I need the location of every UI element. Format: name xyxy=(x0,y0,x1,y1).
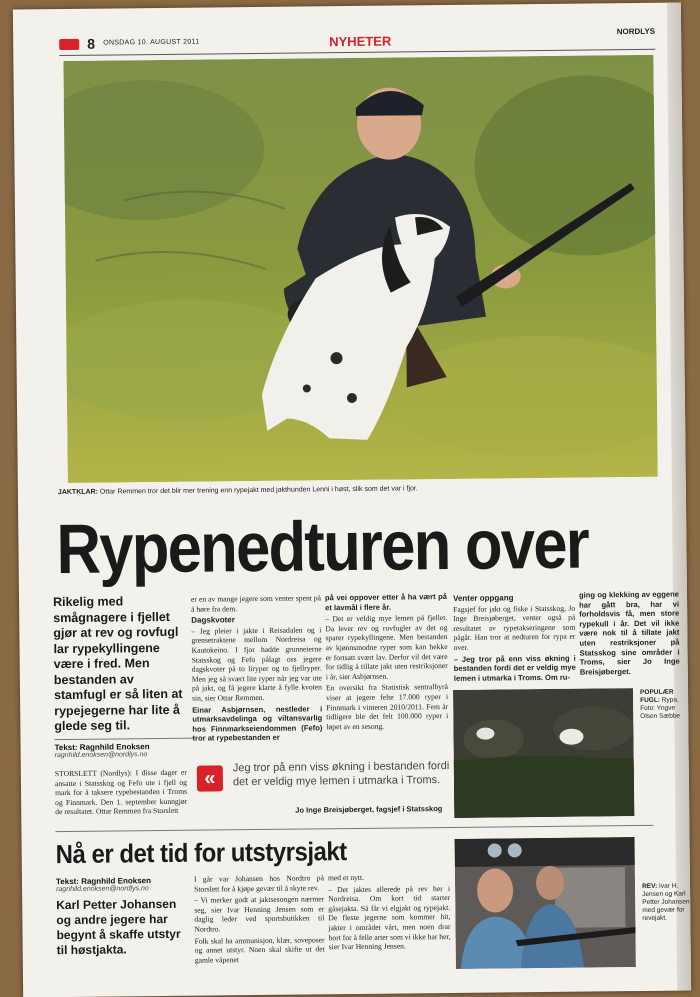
paper-logo-icon xyxy=(59,39,79,50)
secondary-headline: Nå er det tid for utstyrsjakt xyxy=(55,836,347,870)
paragraph: på vei oppover etter å ha vært på et lavmål i flere år. xyxy=(324,592,448,612)
quote-source: Jo Inge Breisjøberget, fagsjef i Statsskog xyxy=(295,804,443,815)
article2-column-1 xyxy=(194,873,325,967)
paragraph: – Det jaktes allerede på rev her i Nordreisa. Om kort tid starter gåsejakta. Så får vi elgjakt og rypejakt. De fleste jegerne som kommer hit, jakter i området vårt, men noen drar bort for å felle arter som vi ikke har her, sier Ivar Henning Jensen. xyxy=(328,883,451,952)
main-headline: Rypenedturen over xyxy=(56,504,589,589)
article2-ingress: Karl Petter Johansen og andre jegere har begynt å skaffe utstyr til høstjakta. xyxy=(56,896,181,958)
subheading: Dagskvoter xyxy=(191,615,235,625)
article-column-2 xyxy=(191,593,323,745)
paragraph: En oversikt fra Statistisk sentralbyrå viser at jegere felte 17.000 ryper i Finnmark i vinteren 2010/2011. Fem år tidligere ble det felt 100.000 ryper i løpet av en sesong. xyxy=(325,682,449,731)
article-column-5 xyxy=(579,590,680,679)
paragraph: – Det er veldig mye lemen på fjellet. Da lever rev og rovfugler av det og sparer rypekyllingene. Men bestanden av kjønnsmodne ryper som kan hekke er fortsatt svært lav. Derfor vil det være for tidlig å tillate jakt uten restriksjoner i år, sier Asbjørnsen. xyxy=(325,613,448,682)
caption-text: Ivar H. Jensen og Karl Petter Johansen med gevær for revejakt. xyxy=(642,882,690,922)
paragraph: er en av mange jegere som venter spent på å høre fra dem. xyxy=(190,593,322,614)
paragraph: – Vi merker godt at jaktsesongen nærmer seg, sier Ivar Henning Jensen som er daglig leder ved sportsbutikken til Nordtro. xyxy=(194,894,325,934)
article-byline xyxy=(54,738,194,759)
paper-name: NORDLYS xyxy=(616,26,656,37)
paragraph: ging og klekking av eggene har gått bra, har vi forholdsvis få, men store rypekull i år. Det vil ikke være nok til å tillate jakt uten restriksjoner på Statsskog sine områder i Troms, sier Jo Inge Breisjøberget. xyxy=(578,589,680,677)
caption-text: Rypa. xyxy=(661,696,679,704)
article-column-1 xyxy=(55,768,188,819)
byline-author: Tekst: Ragnhild Enoksen xyxy=(54,742,150,753)
caption-label: JAKTKLAR: xyxy=(57,488,99,497)
quote-text: Jeg tror på enn viss økning i bestanden fordi det er veldig mye lemen i utmarka i Troms. xyxy=(232,759,450,788)
paragraph: med et nytt. xyxy=(327,872,365,883)
paragraph: I går var Johansen hos Nordtro på Storslett for å kjøpe gevær til å skyte rev. xyxy=(193,873,325,894)
hunter-dog-photo xyxy=(63,55,657,483)
newspaper-page xyxy=(13,3,691,997)
photo-credit: Foto: Yngve Olsen Sæbbe xyxy=(640,704,681,720)
paragraph: – Jeg tror på enn viss økning i bestanden fordi det er veldig mye lemen i utmarka i Troms. Om ru- xyxy=(453,653,576,683)
issue-date: ONSDAG 10. AUGUST 2011 xyxy=(103,38,200,47)
page-number: 8 xyxy=(87,35,96,52)
byline-email: ragnhild.enoksen@nordlys.no xyxy=(54,751,148,760)
quote-chevron-icon: « xyxy=(197,765,223,791)
article-ingress: Rikelig med smågnagere i fjellet gjør at rev og rovfugl lar rypekyllingene være i fred. Men bestanden av stamfugl er så liten at rypejegerne har lite å glede seg til. xyxy=(52,594,183,734)
subheading: Venter oppgang xyxy=(452,593,514,603)
photo-caption-1 xyxy=(58,483,658,496)
photo-caption-2 xyxy=(640,688,690,721)
caption-text: Ottar Remmen tror det blir mer trening enn rypejakt med jakthunden Lenni i høst, slik som det var i fjor. xyxy=(99,485,418,496)
section-divider xyxy=(55,825,653,832)
paragraph: STORSLETT (Nordlys): I disse dager er ansatte i Statsskog og Fefo ute i fjell og mark for å taksere rypebestanden i Troms og Finnmark. Den 1. september kunngjør de resultatet. Ottar Remmen fra Storslett xyxy=(54,767,188,817)
ptarmigan-photo xyxy=(453,688,634,818)
page-curl xyxy=(667,3,691,991)
paragraph: – Jeg pleier i jakte i Reisadalen og i grensetraktene mellom Nordreisa og Kautokeino. I fjor hadde grunneierne Statsskog og Fefo pålagt oss jegere dagskvoter på to liryper og to fjellryper. Men jeg så svært lite ryper når jeg var ute på jakt, og få jegere klarte å fylle kvoten sin, sier Ottar Remmen. xyxy=(191,625,323,703)
section-label: NYHETER xyxy=(329,33,392,50)
article2-byline xyxy=(56,876,196,893)
paragraph: Fagsjef for jakt og fiske i Statsskog, Jo Inge Breisjøberget, venter også på resultatet av rypetakseringene som pågår. Han tror at nedturen for rypa er over. xyxy=(453,603,576,652)
paragraph: Folk skal ha ammunisjon, klær, soveposer og annet utstyr. Noen skal skifte ut det gamle våpenet xyxy=(194,934,325,965)
caption-label: POPULÆR FUGL: xyxy=(639,688,674,704)
article-column-4 xyxy=(453,591,576,686)
article2-column-2 xyxy=(328,872,451,954)
byline-email: ragnhild.enoksen@nordlys.no xyxy=(56,885,149,894)
shop-men-photo xyxy=(455,837,636,969)
caption-label: REV: xyxy=(642,882,658,890)
photo-caption-3 xyxy=(642,882,691,923)
paragraph: Einar Asbjørnsen, nestleder i utmarksavdelinga og viltansvarlig hos Finnmarkseiendommen (Fefo) tror at rypebestanden er xyxy=(192,703,323,743)
article-column-3 xyxy=(325,592,448,734)
byline-author: Tekst: Ragnhild Enoksen xyxy=(55,876,152,887)
